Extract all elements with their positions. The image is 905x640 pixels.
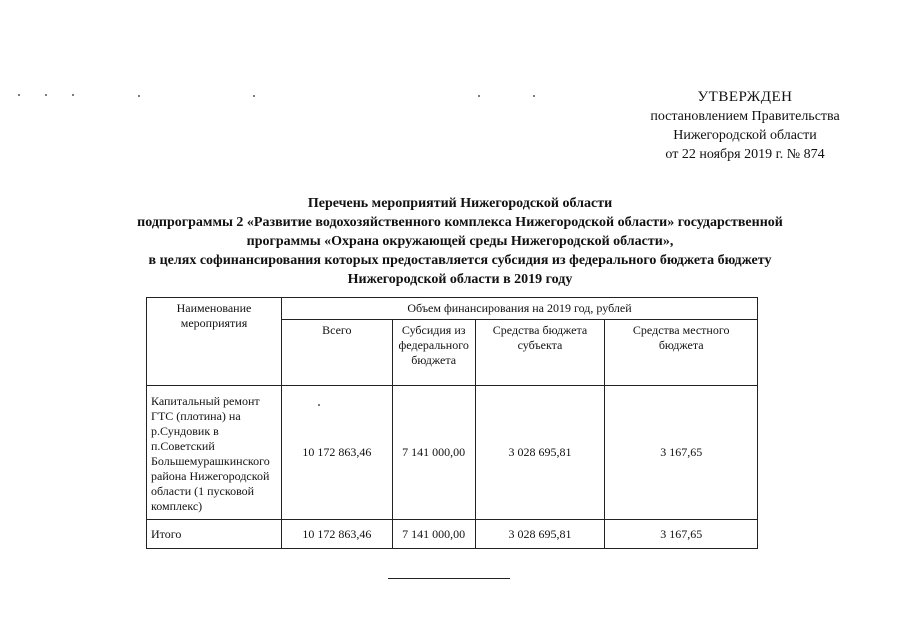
title-line-2: подпрограммы 2 «Развитие водохозяйственного комплекса Нижегородской области» государственной (137, 215, 783, 230)
scan-speck (18, 94, 20, 96)
scan-speck (72, 94, 74, 96)
document-title (60, 194, 860, 289)
scan-speck (478, 95, 480, 97)
title-line-5: Нижегородской области в 2019 году (347, 272, 573, 287)
scan-speck (533, 95, 535, 97)
total-label: Итого (147, 520, 282, 549)
header-group-cell: Объем финансирования на 2019 год, рублей (281, 298, 757, 320)
row-local: 3 167,65 (605, 386, 758, 520)
title-line-3: программы «Охрана окружающей среды Нижегородской области», (246, 234, 674, 249)
header-name-cell: Наименование мероприятия (147, 298, 282, 386)
row-federal: 7 141 000,00 (392, 386, 475, 520)
total-total: 10 172 863,46 (281, 520, 392, 549)
scan-speck (45, 94, 47, 96)
approval-line-1: постановлением Правительства (650, 109, 840, 124)
table-row (147, 386, 758, 520)
total-subject: 3 028 695,81 (475, 520, 605, 549)
closing-rule (388, 578, 510, 579)
header-subject: Средства бюджета субъекта (475, 320, 605, 386)
total-federal: 7 141 000,00 (392, 520, 475, 549)
header-total: Всего (281, 320, 392, 386)
scan-speck (253, 95, 255, 97)
title-line-1: Перечень мероприятий Нижегородской области (307, 196, 613, 211)
scan-speck (318, 404, 320, 406)
table-header-row (147, 298, 758, 320)
row-total: 10 172 863,46 (281, 386, 392, 520)
scan-speck (138, 95, 140, 97)
approval-stamp (620, 88, 870, 164)
row-name: Капитальный ремонт ГТС (плотина) на р.Сундовик в п.Советский Большемурашкинского района Нижегородской области (1 пусковой комплекс) (147, 386, 282, 520)
approval-line-2: Нижегородской области (673, 128, 817, 143)
title-line-4: в целях софинансирования которых предоставляется субсидия из федерального бюджета бюджету (148, 253, 772, 268)
approval-line-3: от 22 ноября 2019 г. № 874 (665, 147, 825, 162)
total-local: 3 167,65 (605, 520, 758, 549)
approval-heading: УТВЕРЖДЕН (697, 89, 793, 105)
row-subject: 3 028 695,81 (475, 386, 605, 520)
header-federal: Субсидия из федерального бюджета (392, 320, 475, 386)
table-total-row (147, 520, 758, 549)
header-local: Средства местного бюджета (605, 320, 758, 386)
funding-table (146, 297, 758, 549)
